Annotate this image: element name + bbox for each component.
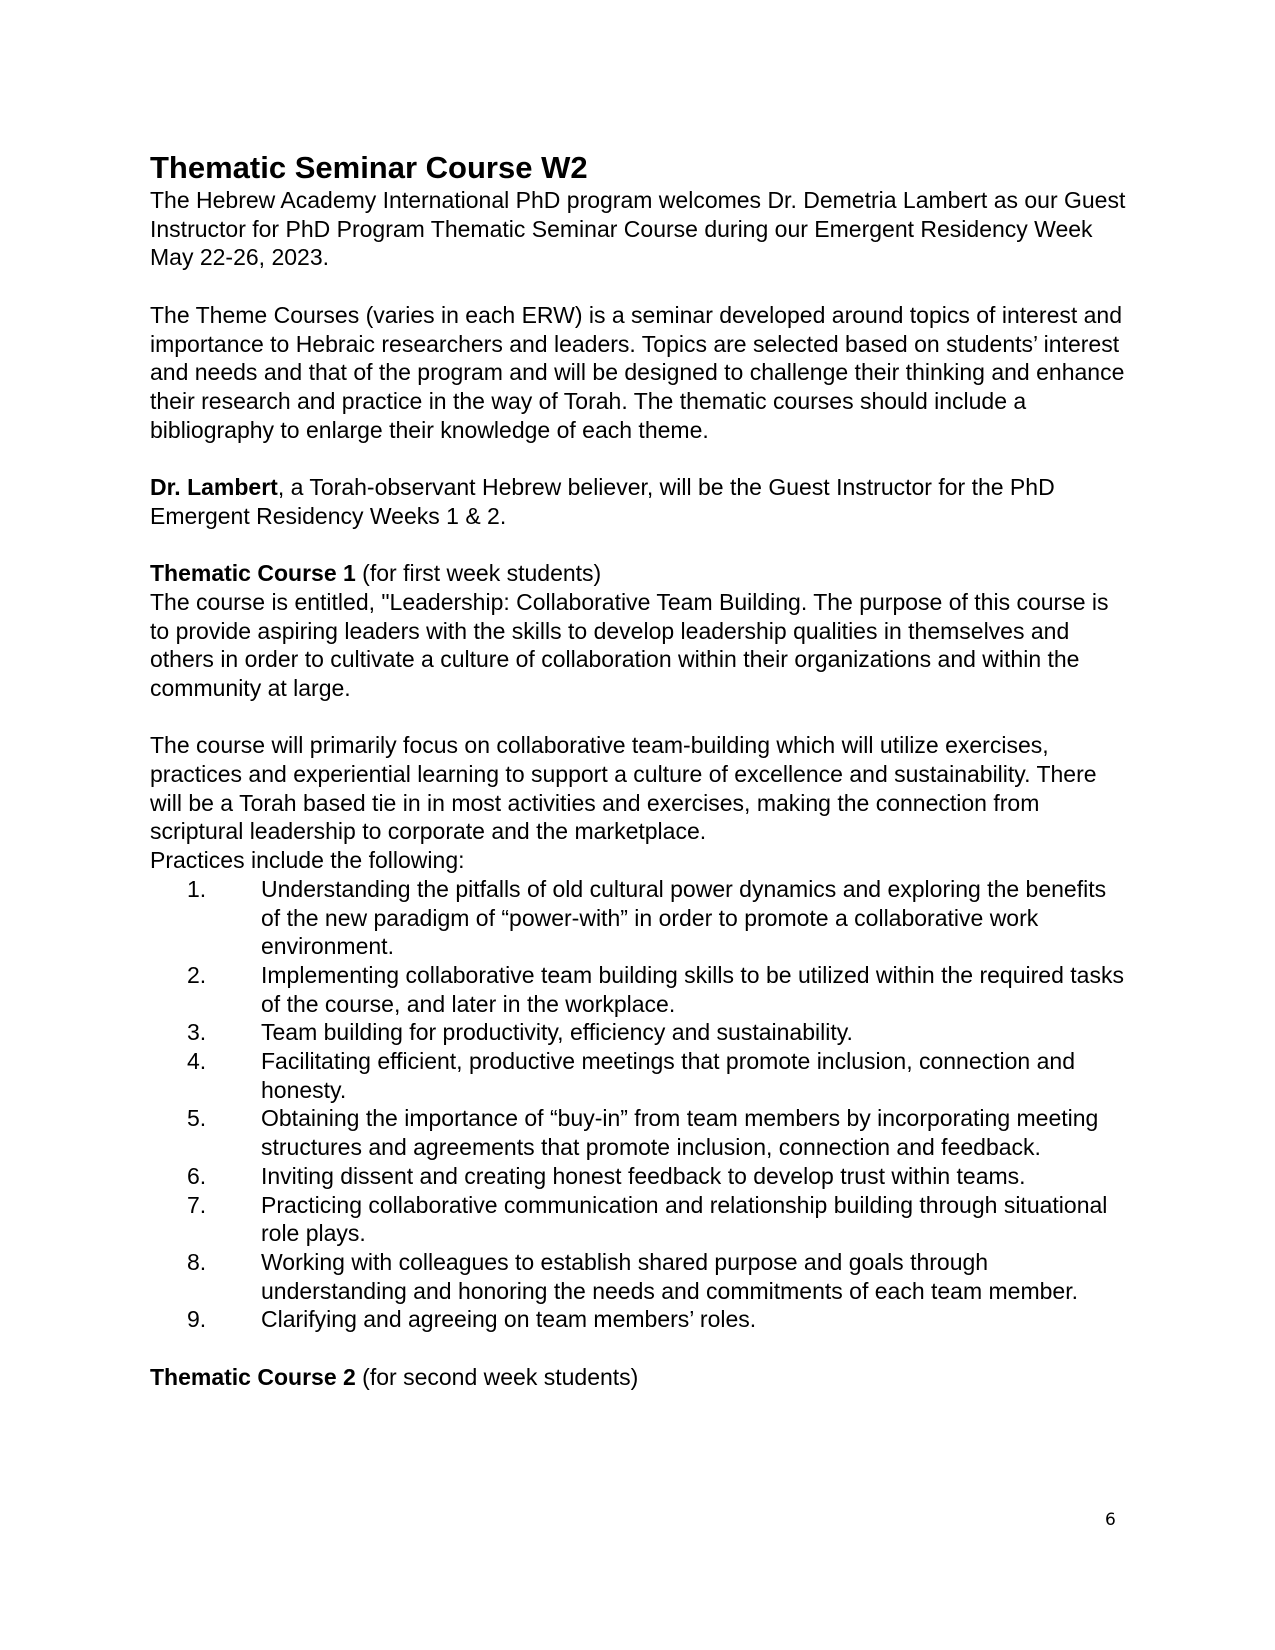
practices-intro: Practices include the following: <box>150 847 465 874</box>
course1-description: The course is entitled, "Leadership: Collaborative Team Building. The purpose of this course is to provide aspiring leaders with the skills to develop leadership qualities in themselves and others in order to cultivate a culture of collaboration within their organizations and within the community at large. <box>150 588 1109 701</box>
list-item <box>150 1047 1130 1104</box>
list-item <box>150 1191 1130 1248</box>
paragraph-gap <box>150 444 1130 473</box>
list-item <box>150 1305 1130 1334</box>
practices-list <box>150 875 1130 1334</box>
list-item-number: 8. <box>187 1248 207 1275</box>
list-item-number: 5. <box>187 1105 207 1132</box>
list-item-number: 2. <box>187 961 207 988</box>
list-item-number: 1. <box>187 875 207 902</box>
list-item <box>150 1104 1130 1161</box>
course1-heading <box>150 559 1130 588</box>
instructor-name: Dr. Lambert <box>150 474 278 500</box>
course2-heading <box>150 1363 1130 1392</box>
list-item <box>150 875 1130 961</box>
page-title: Thematic Seminar Course W2 <box>150 150 588 185</box>
paragraph-gap <box>150 272 1130 301</box>
list-item <box>150 1162 1130 1191</box>
list-item <box>150 1248 1130 1305</box>
list-item-number: 9. <box>187 1306 207 1333</box>
course1-note: (for first week students) <box>355 560 602 587</box>
page-number: 6 <box>1105 1510 1116 1530</box>
list-item-number: 3. <box>187 1019 207 1046</box>
instructor-text: , a Torah-observant Hebrew believer, will be the Guest Instructor for the PhD Emergent Residency Weeks 1 & 2. <box>150 474 1055 529</box>
list-item-text: Implementing collaborative team building skills to be utilized within the required tasks of the course, and later in the workplace. <box>261 961 1124 1017</box>
document-body <box>150 150 1130 1391</box>
course2-title: Thematic Course 2 <box>150 1363 356 1390</box>
list-item <box>150 961 1130 1018</box>
course1-title: Thematic Course 1 <box>150 560 356 587</box>
list-item-number: 4. <box>187 1048 207 1075</box>
paragraph-gap <box>150 1334 1130 1363</box>
list-item-text: Working with colleagues to establish shared purpose and goals through understanding and honoring the needs and commitments of each team member. <box>261 1248 1078 1304</box>
instructor-paragraph <box>150 473 1130 530</box>
list-item-text: Team building for productivity, efficiency and sustainability. <box>261 1019 853 1046</box>
intro-paragraph: The Hebrew Academy International PhD program welcomes Dr. Demetria Lambert as our Guest Instructor for PhD Program Thematic Seminar Course during our Emergent Residency Week May 22-26, 2023. <box>150 187 1126 271</box>
list-item-text: Practicing collaborative communication and relationship building through situational role plays. <box>261 1191 1108 1247</box>
list-item-text: Inviting dissent and creating honest feedback to develop trust within teams. <box>261 1162 1026 1189</box>
list-item-text: Understanding the pitfalls of old cultural power dynamics and exploring the benefits of the new paradigm of “power-with” in order to promote a collaborative work environment. <box>261 875 1107 960</box>
list-item-number: 7. <box>187 1191 207 1218</box>
paragraph-gap <box>150 530 1130 559</box>
course1-focus: The course will primarily focus on collaborative team-building which will utilize exercises, practices and experiential learning to support a culture of excellence and sustainability. There will be a Torah based tie in in most activities and exercises, making the connection from scriptural leadership to corporate and the marketplace. <box>150 732 1097 845</box>
list-item-text: Obtaining the importance of “buy-in” from team members by incorporating meeting structures and agreements that promote inclusion, connection and feedback. <box>261 1105 1099 1161</box>
course2-note: (for second week students) <box>355 1363 639 1390</box>
list-item-text: Facilitating efficient, productive meetings that promote inclusion, connection and honesty. <box>261 1048 1075 1103</box>
list-item-number: 6. <box>187 1162 207 1189</box>
list-item <box>150 1018 1130 1047</box>
list-item-text: Clarifying and agreeing on team members’ roles. <box>261 1306 757 1333</box>
theme-paragraph: The Theme Courses (varies in each ERW) is a seminar developed around topics of interest and importance to Hebraic researchers and leaders. Topics are selected based on students’ interest and needs and that of the program and will be designed to challenge their thinking and enhance their research and practice in the way of Torah. The thematic courses should include a bibliography to enlarge their knowledge of each theme. <box>150 301 1125 443</box>
paragraph-gap <box>150 703 1130 732</box>
